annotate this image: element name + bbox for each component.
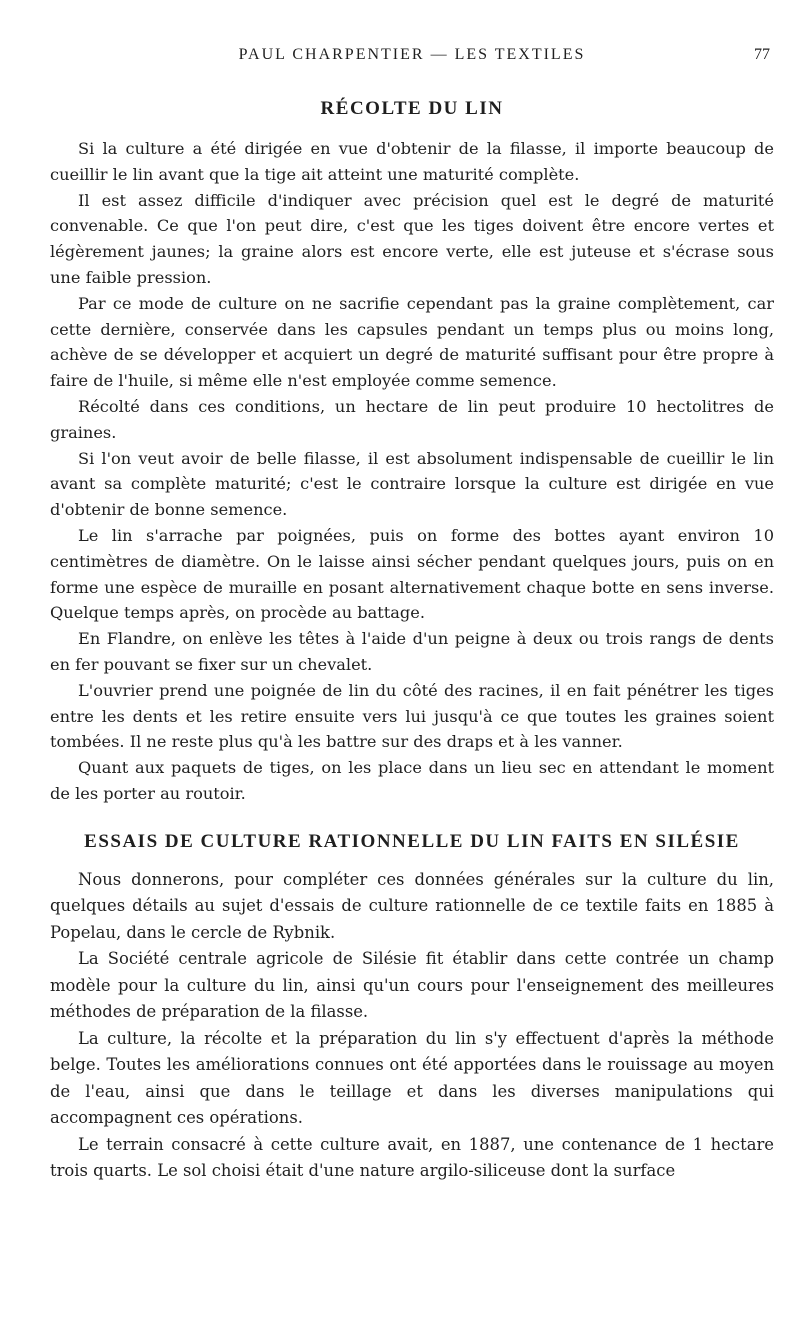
paragraph: Le lin s'arrache par poignées, puis on forme des bottes ayant environ 10 centimètres de diamètre. On le laisse ainsi sécher pendant quelques jours, puis on en forme une espèce de muraille en posant alternativement chaque botte en sens inverse. Quelque temps après, on procède au battage. [50, 525, 774, 623]
paragraph: La culture, la récolte et la préparation du lin s'y effectuent d'après la méthode belge. Toutes les améliorations connues ont été apportées dans le rouissage au moyen de l'eau, ainsi que dans le teillage et dans les diverses manipulations qui accompagnent ces opérations. [50, 1028, 774, 1128]
paragraph: Si l'on veut avoir de belle filasse, il est absolument indispensable de cueillir le lin avant sa complète maturité; c'est le contraire lorsque la culture est dirigée en vue d'obtenir de bonne semence. [50, 448, 774, 520]
paragraph: L'ouvrier prend une poignée de lin du côté des racines, il en fait pénétrer les tiges entre les dents et les retire ensuite vers lui jusqu'à ce que toutes les graines soient tombées. Il ne reste plus qu'à les battre sur des draps et à les vanner. [50, 680, 774, 752]
section-title: ESSAIS DE CULTURE RATIONNELLE DU LIN FAITS EN SILÉSIE [84, 830, 740, 852]
paragraph: Quant aux paquets de tiges, on les place dans un lieu sec en attendant le moment de les porter au routoir. [50, 758, 774, 803]
section-title: RÉCOLTE DU LIN [320, 98, 504, 119]
paragraph: Nous donnerons, pour compléter ces données générales sur la culture du lin, quelques détails au sujet d'essais de culture rationnelle de ce textile faits en 1885 à Popelau, dans le cercle de Rybnik. [50, 869, 774, 942]
section-recolte [50, 94, 774, 807]
paragraph: En Flandre, on enlève les têtes à l'aide d'un peigne à deux ou trois rangs de dents en fer pouvant se fixer sur un chevalet. [50, 629, 774, 674]
paragraph: Le terrain consacré à cette culture avait, en 1887, une contenance de 1 hectare trois quarts. Le sol choisi était d'une nature argilo-siliceuse dont la surface [50, 1134, 774, 1181]
paragraph: Par ce mode de culture on ne sacrifie cependant pas la graine complètement, car cette dernière, conservée dans les capsules pendant un temps plus ou moins long, achève de se développer et acquiert un degré de maturité suffisant pour être propre à faire de l'huile, si même elle n'est employée comme semence. [50, 293, 774, 391]
running-title: PAUL CHARPENTIER — LES TEXTILES [238, 46, 586, 63]
paragraph: Si la culture a été dirigée en vue d'obtenir de la filasse, il importe beaucoup de cueillir le lin avant que la tige ait atteint une maturité complète. [50, 139, 774, 184]
page-number: 77 [754, 46, 770, 63]
section-essais-silesie [50, 827, 774, 1185]
paragraph: Récolté dans ces conditions, un hectare de lin peut produire 10 hectolitres de graines. [50, 396, 774, 442]
book-page [50, 30, 774, 1330]
paragraph: Il est assez difficile d'indiquer avec précision quel est le degré de maturité convenable. Ce que l'on peut dire, c'est que les tiges doivent être encore vertes et légèrement jaunes; la graine alors est encore verte, elle est juteuse et s'écrase sous une faible pression. [50, 190, 774, 287]
paragraph: La Société centrale agricole de Silésie fit établir dans cette contrée un champ modèle pour la culture du lin, ainsi qu'un cours pour l'enseignement des meilleures méthodes de préparation de la filasse. [50, 949, 774, 1022]
running-header [50, 30, 774, 70]
